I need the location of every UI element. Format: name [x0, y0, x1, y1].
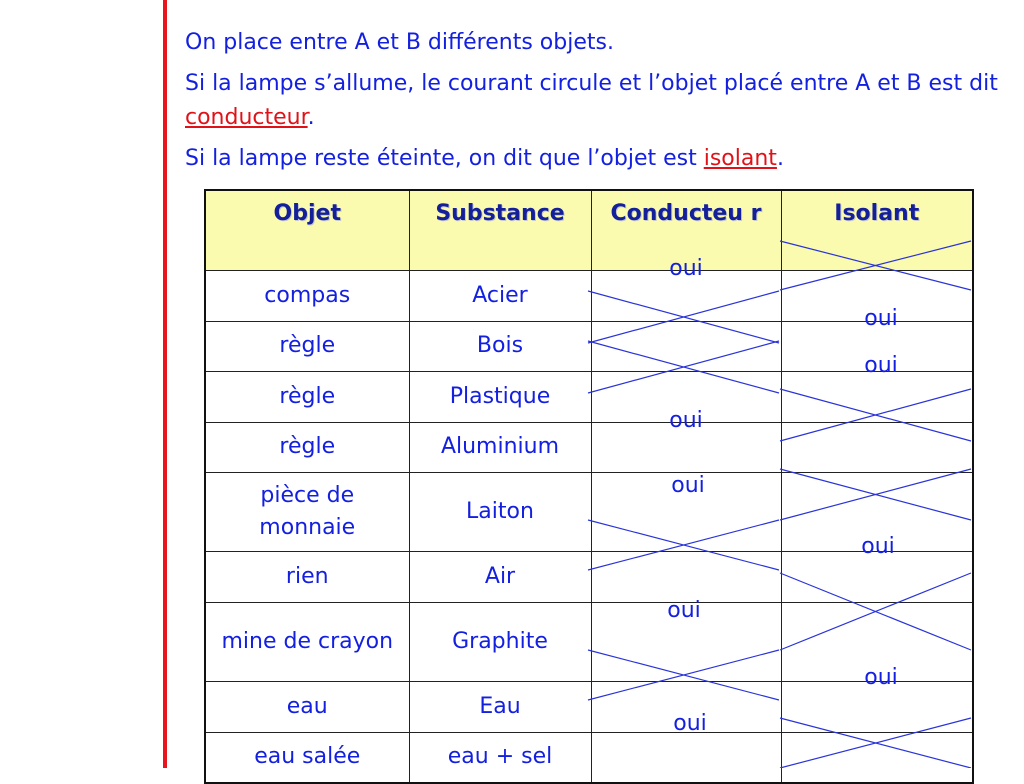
cell-isolant — [781, 732, 973, 783]
answer-oui: oui — [864, 306, 898, 331]
cell-objet: eau salée — [205, 732, 409, 783]
intro-line-2 — [185, 67, 1015, 135]
cell-substance: eau + sel — [409, 732, 591, 783]
intro-line-2-post: . — [307, 105, 315, 130]
answer-oui: oui — [673, 711, 707, 736]
cell-substance: Plastique — [409, 371, 591, 422]
table-row — [205, 422, 973, 472]
intro-line-1 — [185, 26, 1015, 60]
intro-line-2-pre: Si la lampe s’allume, le courant circule et l’objet placé entre A et B est dit — [185, 71, 998, 96]
cell-conducteur — [591, 732, 781, 783]
cell-isolant — [781, 422, 973, 472]
keyword-isolant: isolant — [703, 146, 777, 171]
intro-line-1-text: On place entre A et B différents objets. — [185, 30, 614, 55]
cell-substance: Graphite — [409, 602, 591, 681]
answer-oui: oui — [861, 534, 895, 559]
cell-substance: Acier — [409, 270, 591, 321]
cell-substance: Laiton — [409, 472, 591, 551]
header-substance: Substance — [409, 190, 591, 270]
materials-table — [204, 189, 974, 784]
intro-line-3-post: . — [776, 146, 784, 171]
cell-objet: pièce de monnaie — [205, 472, 409, 551]
header-isolant: Isolant — [781, 190, 973, 270]
answer-oui: oui — [669, 408, 703, 433]
answer-oui: oui — [864, 353, 898, 378]
table-row — [205, 371, 973, 422]
cell-substance: Aluminium — [409, 422, 591, 472]
cell-objet: règle — [205, 422, 409, 472]
cell-substance: Eau — [409, 681, 591, 732]
cell-objet: règle — [205, 321, 409, 371]
cell-objet: règle — [205, 371, 409, 422]
table-row — [205, 732, 973, 783]
answer-oui: oui — [667, 598, 701, 623]
cell-objet: rien — [205, 551, 409, 602]
header-conducteur: Conducteu r — [591, 190, 781, 270]
cell-objet: mine de crayon — [205, 602, 409, 681]
answer-oui: oui — [669, 256, 703, 281]
table-header-row — [205, 190, 973, 270]
header-objet: Objet — [205, 190, 409, 270]
cell-objet: eau — [205, 681, 409, 732]
cell-conducteur — [591, 321, 781, 371]
intro-line-3-pre: Si la lampe reste éteinte, on dit que l’objet est — [185, 146, 704, 171]
keyword-conducteur: conducteur — [185, 105, 308, 130]
cell-isolant — [781, 371, 973, 422]
table-row — [205, 551, 973, 602]
answer-oui: oui — [671, 473, 705, 498]
margin-line — [163, 0, 167, 768]
cell-substance: Air — [409, 551, 591, 602]
answer-oui: oui — [864, 665, 898, 690]
cell-substance: Bois — [409, 321, 591, 371]
cell-conducteur — [591, 551, 781, 602]
cell-objet: compas — [205, 270, 409, 321]
intro-line-3 — [185, 142, 1015, 176]
